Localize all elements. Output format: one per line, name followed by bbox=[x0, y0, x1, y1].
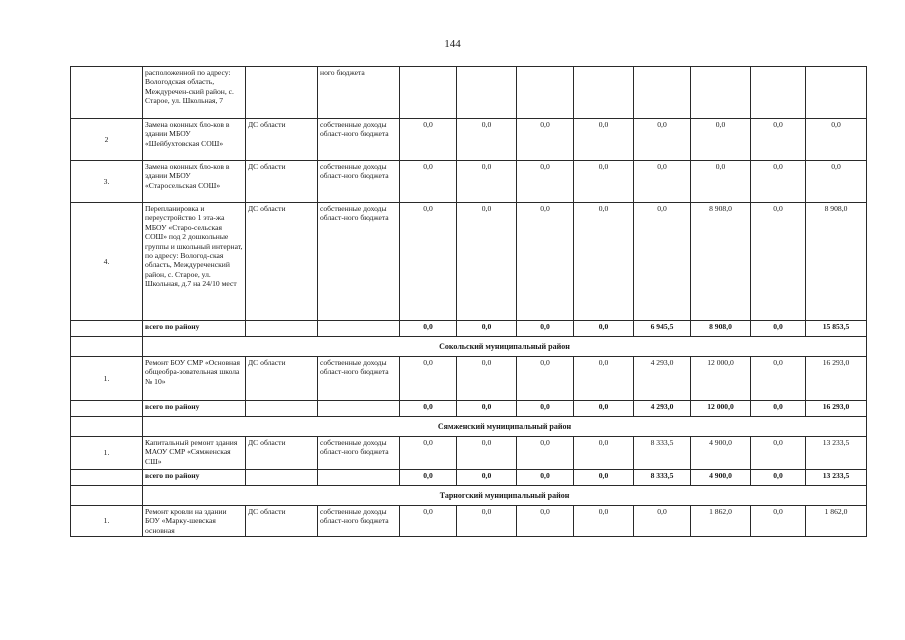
object-name: Перепланировка и переустройство 1 эта-жа МБОУ «Старо-сельская СОШ» под 2 дошкольные группы и школьный интернат, по адресу: Вологод-ская область, Междуреченский район, с. Старое, ул. Школьная, д.7 на 24/10 мест bbox=[143, 203, 246, 321]
object-name: Капитальный ремонт здания МАОУ СМР «Сямженская СШ» bbox=[143, 437, 246, 470]
row-number bbox=[71, 470, 143, 486]
value-cell: 0,0 bbox=[751, 437, 806, 470]
value-cell: 8 908,0 bbox=[691, 203, 751, 321]
row-number: 1. bbox=[71, 506, 143, 537]
row-number: 4. bbox=[71, 203, 143, 321]
value-cell: 0,0 bbox=[457, 506, 517, 537]
total-row bbox=[71, 321, 867, 337]
value-cell: 0,0 bbox=[751, 119, 806, 161]
ds-cell bbox=[246, 401, 318, 417]
total-value-cell: 0,0 bbox=[574, 470, 634, 486]
total-value-cell: 8 908,0 bbox=[691, 321, 751, 337]
row-number bbox=[71, 337, 143, 357]
funding-source: собственные доходы област-ного бюджета bbox=[318, 161, 400, 203]
value-cell: 4 900,0 bbox=[691, 437, 751, 470]
total-label: всего по району bbox=[143, 401, 246, 417]
value-cell: 13 233,5 bbox=[806, 437, 867, 470]
value-cell: 0,0 bbox=[574, 161, 634, 203]
row-number bbox=[71, 486, 143, 506]
funding-source: собственные доходы област-ного бюджета bbox=[318, 506, 400, 537]
value-cell: 0,0 bbox=[574, 203, 634, 321]
section-title: Сямженский муниципальный район bbox=[143, 417, 867, 437]
value-cell bbox=[457, 67, 517, 119]
total-value-cell: 0,0 bbox=[751, 470, 806, 486]
ds-cell: ДС области bbox=[246, 161, 318, 203]
funding-source: ного бюджета bbox=[318, 67, 400, 119]
value-cell: 1 862,0 bbox=[691, 506, 751, 537]
value-cell: 0,0 bbox=[517, 506, 574, 537]
funding-source bbox=[318, 470, 400, 486]
total-value-cell: 0,0 bbox=[457, 401, 517, 417]
total-value-cell: 0,0 bbox=[751, 321, 806, 337]
value-cell: 4 293,0 bbox=[634, 357, 691, 401]
row-number: 1. bbox=[71, 357, 143, 401]
value-cell: 0,0 bbox=[806, 161, 867, 203]
value-cell: 0,0 bbox=[517, 161, 574, 203]
total-value-cell: 4 900,0 bbox=[691, 470, 751, 486]
total-value-cell: 16 293,0 bbox=[806, 401, 867, 417]
object-name: расположенной по адресу: Вологодская область, Междуречен-ский район, с. Старое, ул. Школьная, 7 bbox=[143, 67, 246, 119]
value-cell bbox=[634, 67, 691, 119]
funding-source bbox=[318, 321, 400, 337]
ds-cell bbox=[246, 321, 318, 337]
value-cell: 0,0 bbox=[400, 119, 457, 161]
table-row bbox=[71, 67, 867, 119]
value-cell: 0,0 bbox=[517, 119, 574, 161]
row-number: 1. bbox=[71, 437, 143, 470]
value-cell bbox=[751, 67, 806, 119]
value-cell: 0,0 bbox=[751, 357, 806, 401]
value-cell: 0,0 bbox=[751, 161, 806, 203]
value-cell bbox=[400, 67, 457, 119]
value-cell bbox=[691, 67, 751, 119]
section-header-row bbox=[71, 417, 867, 437]
value-cell: 0,0 bbox=[457, 119, 517, 161]
value-cell: 12 000,0 bbox=[691, 357, 751, 401]
funding-source: собственные доходы област-ного бюджета bbox=[318, 203, 400, 321]
value-cell: 0,0 bbox=[634, 203, 691, 321]
ds-cell: ДС области bbox=[246, 119, 318, 161]
table-row bbox=[71, 203, 867, 321]
ds-cell: ДС области bbox=[246, 203, 318, 321]
table-row bbox=[71, 437, 867, 470]
row-number bbox=[71, 401, 143, 417]
section-title: Тарногский муниципальный район bbox=[143, 486, 867, 506]
total-value-cell: 15 853,5 bbox=[806, 321, 867, 337]
value-cell: 0,0 bbox=[574, 437, 634, 470]
value-cell: 0,0 bbox=[691, 161, 751, 203]
value-cell: 0,0 bbox=[457, 437, 517, 470]
total-row bbox=[71, 401, 867, 417]
budget-table bbox=[70, 66, 867, 537]
ds-cell bbox=[246, 470, 318, 486]
table-row bbox=[71, 161, 867, 203]
value-cell: 0,0 bbox=[574, 357, 634, 401]
value-cell: 8 908,0 bbox=[806, 203, 867, 321]
table-body bbox=[71, 67, 867, 537]
ds-cell: ДС области bbox=[246, 437, 318, 470]
value-cell: 0,0 bbox=[400, 357, 457, 401]
value-cell: 0,0 bbox=[574, 119, 634, 161]
total-value-cell: 0,0 bbox=[517, 321, 574, 337]
value-cell: 0,0 bbox=[457, 203, 517, 321]
funding-source: собственные доходы област-ного бюджета bbox=[318, 357, 400, 401]
object-name: Замена оконных бло-ков в здании МБОУ «Шейбухтовская СОШ» bbox=[143, 119, 246, 161]
row-number bbox=[71, 321, 143, 337]
row-number bbox=[71, 67, 143, 119]
value-cell: 0,0 bbox=[517, 437, 574, 470]
value-cell: 0,0 bbox=[806, 119, 867, 161]
ds-cell: ДС области bbox=[246, 506, 318, 537]
section-header-row bbox=[71, 486, 867, 506]
total-value-cell: 0,0 bbox=[574, 321, 634, 337]
value-cell: 0,0 bbox=[457, 357, 517, 401]
ds-cell: ДС области bbox=[246, 357, 318, 401]
total-value-cell: 0,0 bbox=[574, 401, 634, 417]
section-header-row bbox=[71, 337, 867, 357]
total-value-cell: 0,0 bbox=[517, 470, 574, 486]
value-cell: 0,0 bbox=[634, 506, 691, 537]
total-value-cell: 0,0 bbox=[457, 470, 517, 486]
value-cell: 0,0 bbox=[400, 506, 457, 537]
value-cell: 0,0 bbox=[400, 437, 457, 470]
value-cell bbox=[517, 67, 574, 119]
object-name: Замена оконных бло-ков в здании МБОУ «Старосельская СОШ» bbox=[143, 161, 246, 203]
total-value-cell: 0,0 bbox=[751, 401, 806, 417]
value-cell: 0,0 bbox=[400, 203, 457, 321]
value-cell: 0,0 bbox=[457, 161, 517, 203]
section-title: Сокольский муниципальный район bbox=[143, 337, 867, 357]
funding-source: собственные доходы област-ного бюджета bbox=[318, 437, 400, 470]
total-row bbox=[71, 470, 867, 486]
value-cell: 0,0 bbox=[517, 357, 574, 401]
value-cell: 0,0 bbox=[634, 161, 691, 203]
value-cell bbox=[574, 67, 634, 119]
value-cell: 0,0 bbox=[691, 119, 751, 161]
total-value-cell: 12 000,0 bbox=[691, 401, 751, 417]
total-value-cell: 13 233,5 bbox=[806, 470, 867, 486]
table-row bbox=[71, 119, 867, 161]
table-row bbox=[71, 357, 867, 401]
value-cell: 0,0 bbox=[400, 161, 457, 203]
total-value-cell: 0,0 bbox=[400, 470, 457, 486]
value-cell: 8 333,5 bbox=[634, 437, 691, 470]
funding-source: собственные доходы област-ного бюджета bbox=[318, 119, 400, 161]
table-row bbox=[71, 506, 867, 537]
total-value-cell: 0,0 bbox=[457, 321, 517, 337]
ds-cell bbox=[246, 67, 318, 119]
total-label: всего по району bbox=[143, 470, 246, 486]
total-value-cell: 0,0 bbox=[517, 401, 574, 417]
total-value-cell: 0,0 bbox=[400, 401, 457, 417]
value-cell: 0,0 bbox=[517, 203, 574, 321]
total-value-cell: 0,0 bbox=[400, 321, 457, 337]
row-number: 3. bbox=[71, 161, 143, 203]
value-cell: 16 293,0 bbox=[806, 357, 867, 401]
funding-source bbox=[318, 401, 400, 417]
total-value-cell: 4 293,0 bbox=[634, 401, 691, 417]
total-value-cell: 6 945,5 bbox=[634, 321, 691, 337]
value-cell bbox=[806, 67, 867, 119]
total-label: всего по району bbox=[143, 321, 246, 337]
row-number: 2 bbox=[71, 119, 143, 161]
page-number: 144 bbox=[444, 38, 461, 50]
object-name: Ремонт БОУ СМР «Основная общеобра-зовательная школа № 10» bbox=[143, 357, 246, 401]
value-cell: 0,0 bbox=[574, 506, 634, 537]
value-cell: 0,0 bbox=[751, 506, 806, 537]
value-cell: 1 862,0 bbox=[806, 506, 867, 537]
value-cell: 0,0 bbox=[634, 119, 691, 161]
value-cell: 0,0 bbox=[751, 203, 806, 321]
row-number bbox=[71, 417, 143, 437]
total-value-cell: 8 333,5 bbox=[634, 470, 691, 486]
object-name: Ремонт кровли на здании БОУ «Марку-шевская основная bbox=[143, 506, 246, 537]
